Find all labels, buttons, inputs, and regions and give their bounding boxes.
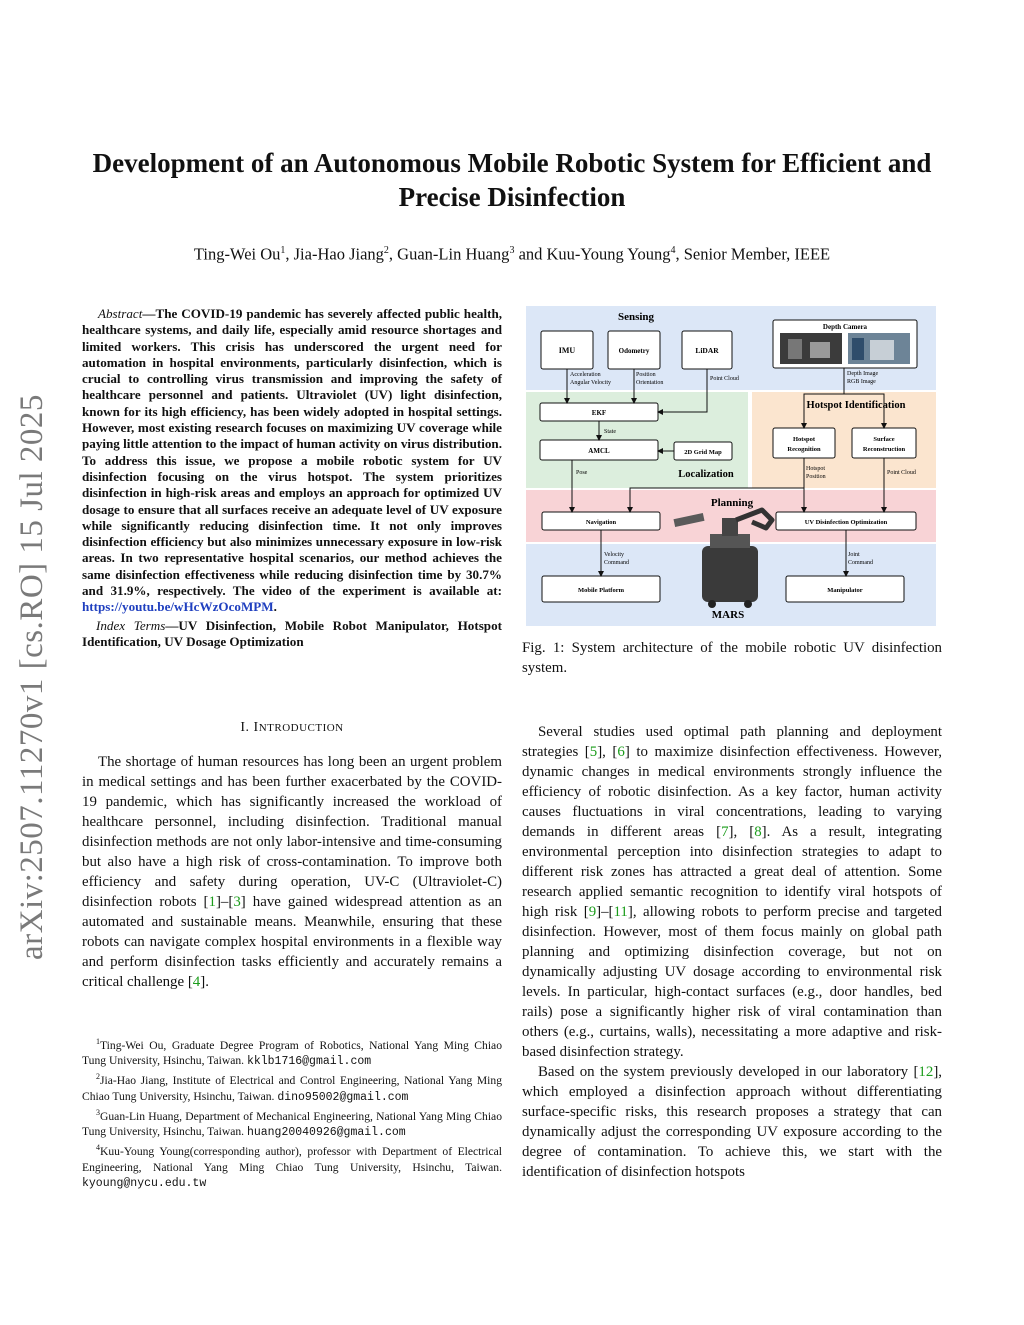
text-run: ]–[ <box>596 904 614 920</box>
text-run: Several studies used optimal path planning and deployment strategies [ <box>522 724 942 760</box>
system-architecture-figure <box>526 306 936 626</box>
footnote-text: Jia-Hao Jiang, Institute of Electrical and Control Engineering, National Yang Ming Chiao Tung University, Hsinchu, Taiwan. <box>82 1074 502 1103</box>
depth-image-label: Depth Image <box>847 371 879 377</box>
text-run: ] have gained widespread attention as an automated and sustainable means. Meanwhile, ensuring that these robots can navigate complex hospital environments in a flexible way and perform disinfection tasks efficiently and accurately remains a critical challenge [ <box>82 894 502 990</box>
citation-link[interactable]: 5 <box>589 744 598 760</box>
abstract-label: Abstract <box>98 306 143 321</box>
accel-label: Acceleration <box>570 372 601 378</box>
author-name: Jia-Hao Jiang <box>293 244 384 264</box>
section-title-first: I <box>253 720 259 735</box>
manipulator-label: Manipulator <box>827 587 863 594</box>
rgb-image-detail <box>852 338 864 360</box>
author-affiliation-mark: 1 <box>280 245 286 256</box>
intro-paragraph <box>522 1062 942 1182</box>
hotspot-recognition-label-2: Recognition <box>787 446 821 453</box>
imu-label: IMU <box>558 346 576 355</box>
point-cloud-2-label: Point Cloud <box>887 470 916 476</box>
footnotes <box>82 1034 502 1191</box>
footnote <box>82 1034 502 1069</box>
footnote <box>82 1105 502 1140</box>
rgb-image-detail <box>870 340 894 360</box>
grid-map-label: 2D Grid Map <box>684 449 722 456</box>
hotspot-pos-label-1: Hotspot <box>806 466 826 472</box>
depth-image-detail <box>810 342 830 358</box>
text-run: ]–[ <box>215 894 234 910</box>
sensing-title: Sensing <box>617 311 655 323</box>
velocity-label: Velocity <box>604 552 624 558</box>
abstract-paragraph <box>82 306 502 616</box>
footnote-text: Ting-Wei Ou, Graduate Degree Program of Robotics, National Yang Ming Chiao Tung University, Hsinchu, Taiwan. <box>82 1038 502 1068</box>
footnote <box>82 1069 502 1104</box>
ekf-label: EKF <box>591 409 607 417</box>
surface-reconstruction-box <box>852 428 916 458</box>
citation-link[interactable]: 12 <box>918 1064 934 1080</box>
footnote-text: Guan-Lin Huang, Department of Mechanical Engineering, National Yang Ming Chiao Tung University, Hsinchu, Taiwan. <box>82 1109 502 1139</box>
text-run: ] to maximize disinfection effectiveness. However, dynamic changes in medical environments strongly influence the efficiency of robotic disinfection. As a key factor, human activity causes fluctuations in viral concentrations, leading to varying demands in different areas [ <box>522 744 942 840</box>
amcl-label: AMCL <box>588 447 610 455</box>
author-separator: and <box>514 244 547 264</box>
hotspot-recognition-box <box>773 428 835 458</box>
footnote <box>82 1140 502 1191</box>
joint-label: Joint <box>848 552 860 558</box>
intro-paragraph <box>522 722 942 1062</box>
point-cloud-label: Point Cloud <box>710 376 739 382</box>
pose-label: Pose <box>576 470 588 476</box>
index-terms <box>82 618 502 651</box>
rgb-image-label: RGB Image <box>847 379 876 385</box>
footnote-text: Kuu-Young Young(corresponding author), professor with Department of Electrical Engineering, National Yang Ming Chiao Tung University, Hsinchu, Taiwan. <box>82 1145 502 1174</box>
footnote-email[interactable]: kklb1716@gmail.com <box>246 1055 372 1069</box>
text-run: Based on the system previously developed in our laboratory [ <box>538 1064 919 1080</box>
section-number: I. <box>240 720 250 735</box>
author-separator: , Senior Member, IEEE <box>675 244 831 264</box>
mobile-platform-label: Mobile Platform <box>577 587 625 594</box>
citation-link[interactable]: 3 <box>233 894 241 910</box>
state-label: State <box>604 429 616 435</box>
orientation-label: Orientation <box>636 380 664 386</box>
text-run: ], which employed a disinfection approach without differentiating surface-specific risks, this research proposes a strategy that can dynamically adjust the corresponding UV exposure according to the degree of contamination. To achieve this, we start with the identification of disinfection hotspots <box>522 1064 942 1180</box>
paper-title: Development of an Autonomous Mobile Robotic System for Efficient and Precise Disinfection <box>92 148 932 212</box>
depth-image-detail <box>788 339 802 359</box>
author-affiliation-mark: 4 <box>670 245 676 256</box>
command-label: Command <box>604 560 629 566</box>
text-run: The shortage of human resources has long been an urgent problem in medical settings and has been further exacerbated by the COVID-19 pandemic, which has significantly increased the workload of healthcare personnel, including disinfection. Traditional manual disinfection methods are not only labor-intensive and time-consuming but also have a high risk of cross-contamination. To improve both efficiency and safety during operation, UV-C (Ultraviolet-C) disinfection robots [ <box>82 754 502 910</box>
author-separator: , <box>388 244 398 264</box>
index-terms-text: UV Disinfection, Mobile Robot Manipulator, Hotspot Identification, UV Dosage Optimization <box>82 617 503 649</box>
lidar-label: LiDAR <box>695 346 719 355</box>
angvel-label: Angular Velocity <box>570 380 612 386</box>
text-run: ]. <box>200 974 209 990</box>
text-run: ], allowing robots to perform precise and targeted disinfection. However, most of them focus mainly on global path planning and optimizing disinfection coverage, but not on dynamically adjusting UV dosage according to environmental risk levels. In particular, high-contact surfaces (e.g., door handles, bed rails) pose a significantly higher risk of viral contamination than others (e.g., curtains, walls), necessitating a more adaptive and risk-based disinfection strategy. <box>522 904 943 1060</box>
text-run: ], [ <box>597 744 618 760</box>
abstract-end: . <box>273 599 277 615</box>
video-link[interactable]: https://youtu.be/wHcWzOcoMPM <box>82 599 274 615</box>
abstract-dash: — <box>142 306 156 321</box>
footnote-mark: 3 <box>96 1107 100 1117</box>
arxiv-identifier: arXiv:2507.11270v1 [cs.RO] 15 Jul 2025 <box>14 394 50 960</box>
figure-caption: Fig. 1: System architecture of the mobile robotic UV disinfection system. <box>522 640 942 676</box>
hotspot-title: Hotspot Identification <box>806 400 906 411</box>
author-name: Ting-Wei Ou <box>193 244 281 264</box>
hotspot-pos-label-2: Position <box>806 474 826 480</box>
position-label: Position <box>636 372 656 378</box>
citation-link[interactable]: 11 <box>613 904 628 920</box>
joint-command-label: Command <box>848 560 873 566</box>
author-affiliation-mark: 3 <box>509 245 515 256</box>
footnote-mark: 4 <box>96 1143 100 1153</box>
intro-left-column <box>82 752 502 992</box>
footnote-email[interactable]: kyoung@nycu.edu.tw <box>82 1176 207 1190</box>
author-name: Kuu-Young Young <box>546 244 671 264</box>
author-separator: , <box>285 244 294 264</box>
footnote-email[interactable]: dino95002@gmail.com <box>277 1090 409 1104</box>
citation-link[interactable]: 4 <box>192 974 201 990</box>
surface-reconstruction-label-1: Surface <box>873 436 895 443</box>
hotspot-recognition-label-1: Hotspot <box>792 436 816 443</box>
author-name: Guan-Lin Huang <box>397 244 510 264</box>
footnote-mark: 1 <box>96 1037 100 1046</box>
citation-link[interactable]: 7 <box>721 824 729 840</box>
planning-title: Planning <box>710 497 754 509</box>
uv-optimization-label: UV Disinfection Optimization <box>804 519 888 526</box>
author-affiliation-mark: 2 <box>383 245 389 256</box>
citation-link[interactable]: 8 <box>754 824 762 840</box>
mars-title: MARS <box>711 609 745 621</box>
text-run: ]. As a result, integrating environmental perception into disinfection strategies to adapt to different risk zones has attracted a great deal of attention. Some research applied semantic recognition to identify viral hotspots of high risk [ <box>522 824 942 920</box>
index-terms-label: Index Terms <box>96 617 166 633</box>
footnote-mark: 2 <box>96 1072 100 1082</box>
localization-title: Localization <box>678 469 734 480</box>
navigation-label: Navigation <box>585 519 617 526</box>
text-run: ], [ <box>728 824 755 840</box>
surface-reconstruction-label-2: Reconstruction <box>862 446 906 453</box>
footnote-email[interactable]: huang20040926@gmail.com <box>246 1126 406 1140</box>
depth-camera-label: Depth Camera <box>822 323 868 331</box>
author-list <box>60 240 964 266</box>
citation-link[interactable]: 1 <box>208 894 216 910</box>
section-title-rest: NTRODUCTION <box>258 722 344 734</box>
abstract <box>82 306 502 650</box>
abstract-text: The COVID-19 pandemic has severely affected public health, healthcare systems, and daily life, especially amid resource shortages and limited workers. This crisis has underscored the urgent need for automation in hospital environments, particularly disinfection, which is crucial to controlling virus transmission and improving the safety of healthcare personnel and patients. Ultraviolet (UV) light disinfection, known for its high efficiency, has been widely adopted in hospital settings. However, most existing research focuses on maximizing UV coverage while paying little attention to the impact of human activity on virus distribution. To address this issue, we propose a mobile robotic system for UV disinfection focusing on the virus hotspot. The system prioritizes disinfection in high-risk areas and employs an approach for optimized UV dosage to ensure that all surfaces receive an adequate level of UV exposure while significantly reducing disinfection time. It not only improves disinfection efficiency but also minimizes unnecessary exposure in low-risk areas. In two representative hospital scenarios, our method achieves the same disinfection effectiveness while reducing disinfection time by 30.7% and 31.9%, respectively. The video of the experiment is available at: <box>82 306 502 599</box>
section-heading <box>82 720 502 736</box>
odometry-label: Odometry <box>618 347 650 355</box>
intro-right-column <box>522 722 942 1182</box>
citation-link[interactable]: 9 <box>588 904 597 920</box>
index-terms-dash: — <box>165 617 179 633</box>
citation-link[interactable]: 6 <box>617 744 625 760</box>
intro-paragraph <box>82 752 502 992</box>
